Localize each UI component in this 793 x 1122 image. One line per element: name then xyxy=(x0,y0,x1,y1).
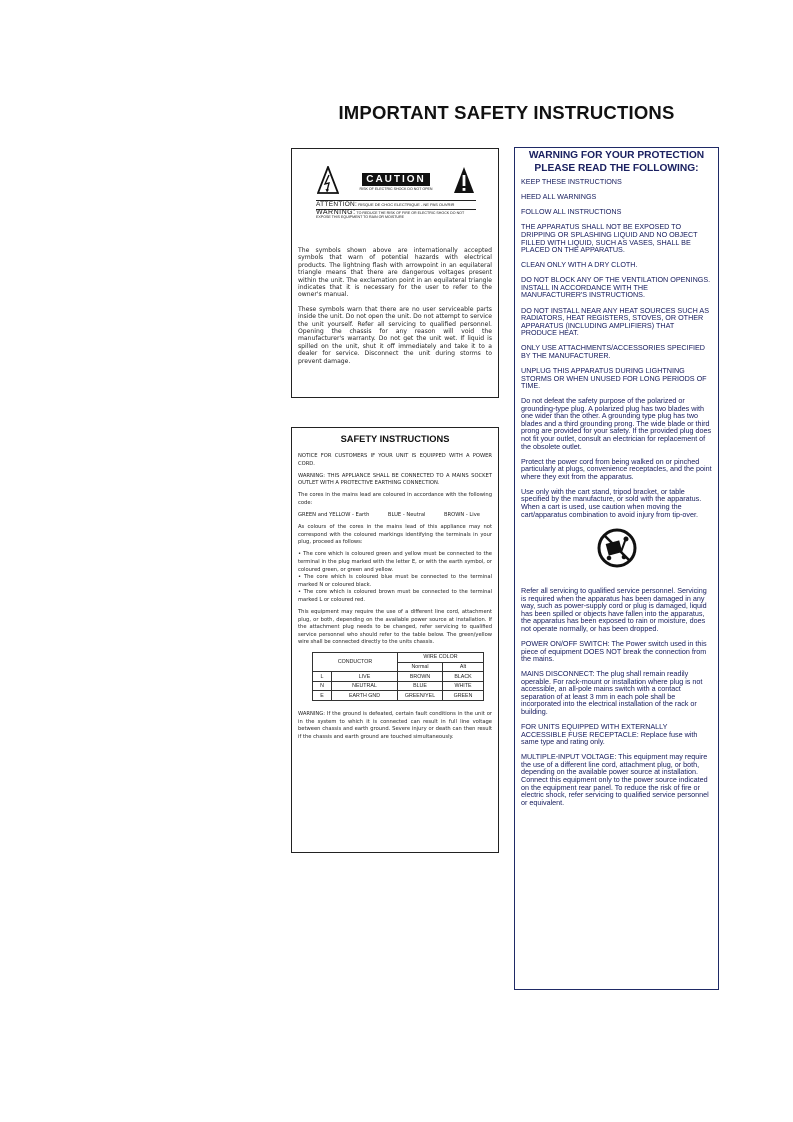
label-warning-word: WARNING: xyxy=(316,209,356,216)
safety-cores: The cores in the mains lead are coloured in accordance with the following code: xyxy=(298,492,492,506)
lightning-warning-icon xyxy=(316,164,340,196)
warning-item: ONLY USE ATTACHMENTS/ACCESSORIES SPECIFIED BY THE MANUFACTURER. xyxy=(521,343,705,360)
safety-title: SAFETY INSTRUCTIONS xyxy=(340,434,450,444)
table-header-normal: Normal xyxy=(398,662,443,672)
caution-paragraph-2: These symbols warn that there are no user serviceable parts inside the unit. Do not open the unit. Do not attempt to service the unit yourself. Refer all servicing to qualified personnel. Opening the chassis for any reason will void the manufacturer's warranty. Do not get the unit wet. If liquid is spilled on the unit, shut it off immediately and take it to a dealer for service. Disconnect the unit during storms to prevent damage. xyxy=(298,305,492,365)
caution-box xyxy=(291,148,499,398)
warning-item: HEED ALL WARNINGS xyxy=(521,192,597,202)
table-header-alt: Alt xyxy=(443,662,484,672)
caution-paragraph-1: The symbols shown above are internationally accepted symbols that warn of potential hazards with electrical products. The lightning flash with arrowpoint in an equilateral triangle means that there are dangerous voltages present within the unit. The exclamation point in an equilateral triangle indicates that it is necessary for the user to refer to the owner's manual. xyxy=(298,247,492,299)
table-row: L LIVE BROWN BLACK xyxy=(313,672,484,682)
color-codes xyxy=(298,512,492,520)
warning-item: KEEP THESE INSTRUCTIONS xyxy=(521,177,622,186)
table-row: N NEUTRAL BLUE WHITE xyxy=(313,681,484,691)
safety-equipment: This equipment may require the use of a different line cord, attachment plug, or both, depending on the available power source at installation. If the attachment plug needs to be changed, refer servicing to qualified service personnel who should refer to the table below. The green/yellow wire shall be connected directly to the units chassis. xyxy=(298,609,492,646)
warning-item: MULTIPLE-INPUT VOLTAGE: This equipment may require the use of a different line cord, attachment plug, or both, depending on the available power source at installation. Connect this equipment only to the power source indicated on the equipment rear panel. To reduce the risk of fire or electric shock, refer servicing to qualified service personnel or equivalent. xyxy=(521,752,709,807)
caution-label xyxy=(316,160,476,218)
warning-item: CLEAN ONLY WITH A DRY CLOTH. xyxy=(521,260,638,270)
safety-instructions-box xyxy=(291,427,499,853)
warning-item: DO NOT BLOCK ANY OF THE VENTILATION OPENINGS. INSTALL IN ACCORDANCE WITH THE MANUFACTURER'S INSTRUCTIONS. xyxy=(521,275,711,300)
code-neutral: BLUE - Neutral xyxy=(387,512,426,519)
warning-box xyxy=(514,147,719,990)
bullet-neutral: • The core which is coloured blue must be connected to the terminal marked N or coloured black. xyxy=(298,574,492,588)
safety-as-colours: As colours of the cores in the mains lead of this appliance may not correspond with the coloured markings identifying the terminals in your plug, proceed as follows: xyxy=(298,524,492,546)
warning-item: DO NOT INSTALL NEAR ANY HEAT SOURCES SUCH AS RADIATORS, HEAT REGISTERS, STOVES, OR OTHER APPARATUS (INCLUDING AMPLIFIERS) THAT PRODUCE HEAT. xyxy=(521,305,709,338)
caution-risk: RISK OF ELECTRIC SHOCK DO NOT OPEN xyxy=(359,186,433,191)
code-earth: GREEN and YELLOW - Earth xyxy=(298,512,370,519)
warning-title xyxy=(521,150,712,175)
bullet-live: • The core which is coloured brown must be connected to the terminal marked L or coloured red. xyxy=(298,589,492,603)
code-live: BROWN - Live xyxy=(443,512,480,519)
caution-body xyxy=(298,247,492,372)
warning-item: UNPLUG THIS APPARATUS DURING LIGHTNING STORMS OR WHEN UNUSED FOR LONG PERIODS OF TIME. xyxy=(521,366,707,391)
exclamation-warning-icon xyxy=(452,164,476,196)
table-header-conductor: CONDUCTOR xyxy=(313,653,398,672)
cart-tip-over-icon xyxy=(521,528,712,568)
warning-item: FOLLOW ALL INSTRUCTIONS xyxy=(521,207,622,217)
warning-item: Refer all servicing to qualified service personnel. Servicing is required when the apparatus has been damaged in any way, such as power-supply cord or plug is damaged, liquid has been spilled or objects have fallen into the apparatus, the apparatus has been exposed to rain or moisture, does not operate normally, or has been dropped. xyxy=(521,586,707,633)
warning-item: FOR UNITS EQUIPPED WITH EXTERNALLY ACCESSIBLE FUSE RECEPTACLE: Replace fuse with same type and rating only. xyxy=(521,722,698,747)
warning-title-line-1: WARNING FOR YOUR PROTECTION xyxy=(528,150,705,161)
warning-item: Use only with the cart stand, tripod bracket, or table specified by the manufacture, or sold with the apparatus. When a cart is used, use caution when moving the cart/apparatus combination to avoid injury from tip-over. xyxy=(521,486,702,519)
warning-item: MAINS DISCONNECT: The plug shall remain readily operable. For rack-mount or installation where plug is not accessible, an all-pole mains switch with a contact separation of at least 3 mm in each pole shall be incorporated into the electrical installation of the rack or building. xyxy=(521,669,703,716)
table-header-wire-color: WIRE COLOR xyxy=(398,653,484,663)
warning-item: Protect the power cord from being walked on or pinched particularly at plugs, convenience receptacles, and the point where they exit from the apparatus. xyxy=(521,456,712,481)
wire-color-table xyxy=(312,652,484,701)
safety-notice: NOTICE FOR CUSTOMERS IF YOUR UNIT IS EQUIPPED WITH A POWER CORD. xyxy=(298,453,492,467)
label-warning-text: TO REDUCE THE RISK OF FIRE OR ELECTRIC SHOCK DO NOT EXPOSE THIS EQUIPMENT TO RAIN OR MOISTURE xyxy=(316,211,465,220)
attention-text: RISQUE DE CHOC ELECTRIQUE - NE PAS OUVRIR xyxy=(358,202,455,207)
warning-item: THE APPARATUS SHALL NOT BE EXPOSED TO DRIPPING OR SPLASHING LIQUID AND NO OBJECT FILLED WITH LIQUID, SUCH AS VASES, SHALL BE PLACED ON THE APPARATUS. xyxy=(521,222,698,255)
caution-word: CAUTION xyxy=(362,173,430,186)
safety-warning: WARNING: THIS APPLIANCE SHALL BE CONNECTED TO A MAINS SOCKET OUTLET WITH A PROTECTIVE EARTHING CONNECTION. xyxy=(298,472,492,487)
warning-title-line-2: PLEASE READ THE FOLLOWING: xyxy=(534,162,699,174)
warning-item: POWER ON/OFF SWITCH: The Power switch used in this piece of equipment DOES NOT break the connection from the mains. xyxy=(521,639,707,664)
warning-item: Do not defeat the safety purpose of the polarized or grounding-type plug. A polarized plug has two blades with one wider than the other. A grounding type plug has two blades and a third grounding prong. The wide blade or third prong are provided for your safety. If the provided plug does not fit your outlet, consult an electrician for replacement of the obsolete outlet. xyxy=(521,396,712,451)
attention-word: ATTENTION: xyxy=(316,201,358,208)
bullet-earth: • The core which is coloured green and yellow must be connected to the terminal in the plug marked with the letter E, or with the earth symbol, or coloured green, or green and yellow. xyxy=(298,551,492,573)
table-row: E EARTH GND GREEN/YEL GREEN xyxy=(313,691,484,701)
ground-warning: WARNING: If the ground is defeated, certain fault conditions in the unit or in the system to which it is connected can result in full line voltage between chassis and earth ground. Severe injury or death can then result if the chassis and earth ground are touched simultaneously. xyxy=(298,711,492,740)
page-title: IMPORTANT SAFETY INSTRUCTIONS xyxy=(338,102,675,123)
